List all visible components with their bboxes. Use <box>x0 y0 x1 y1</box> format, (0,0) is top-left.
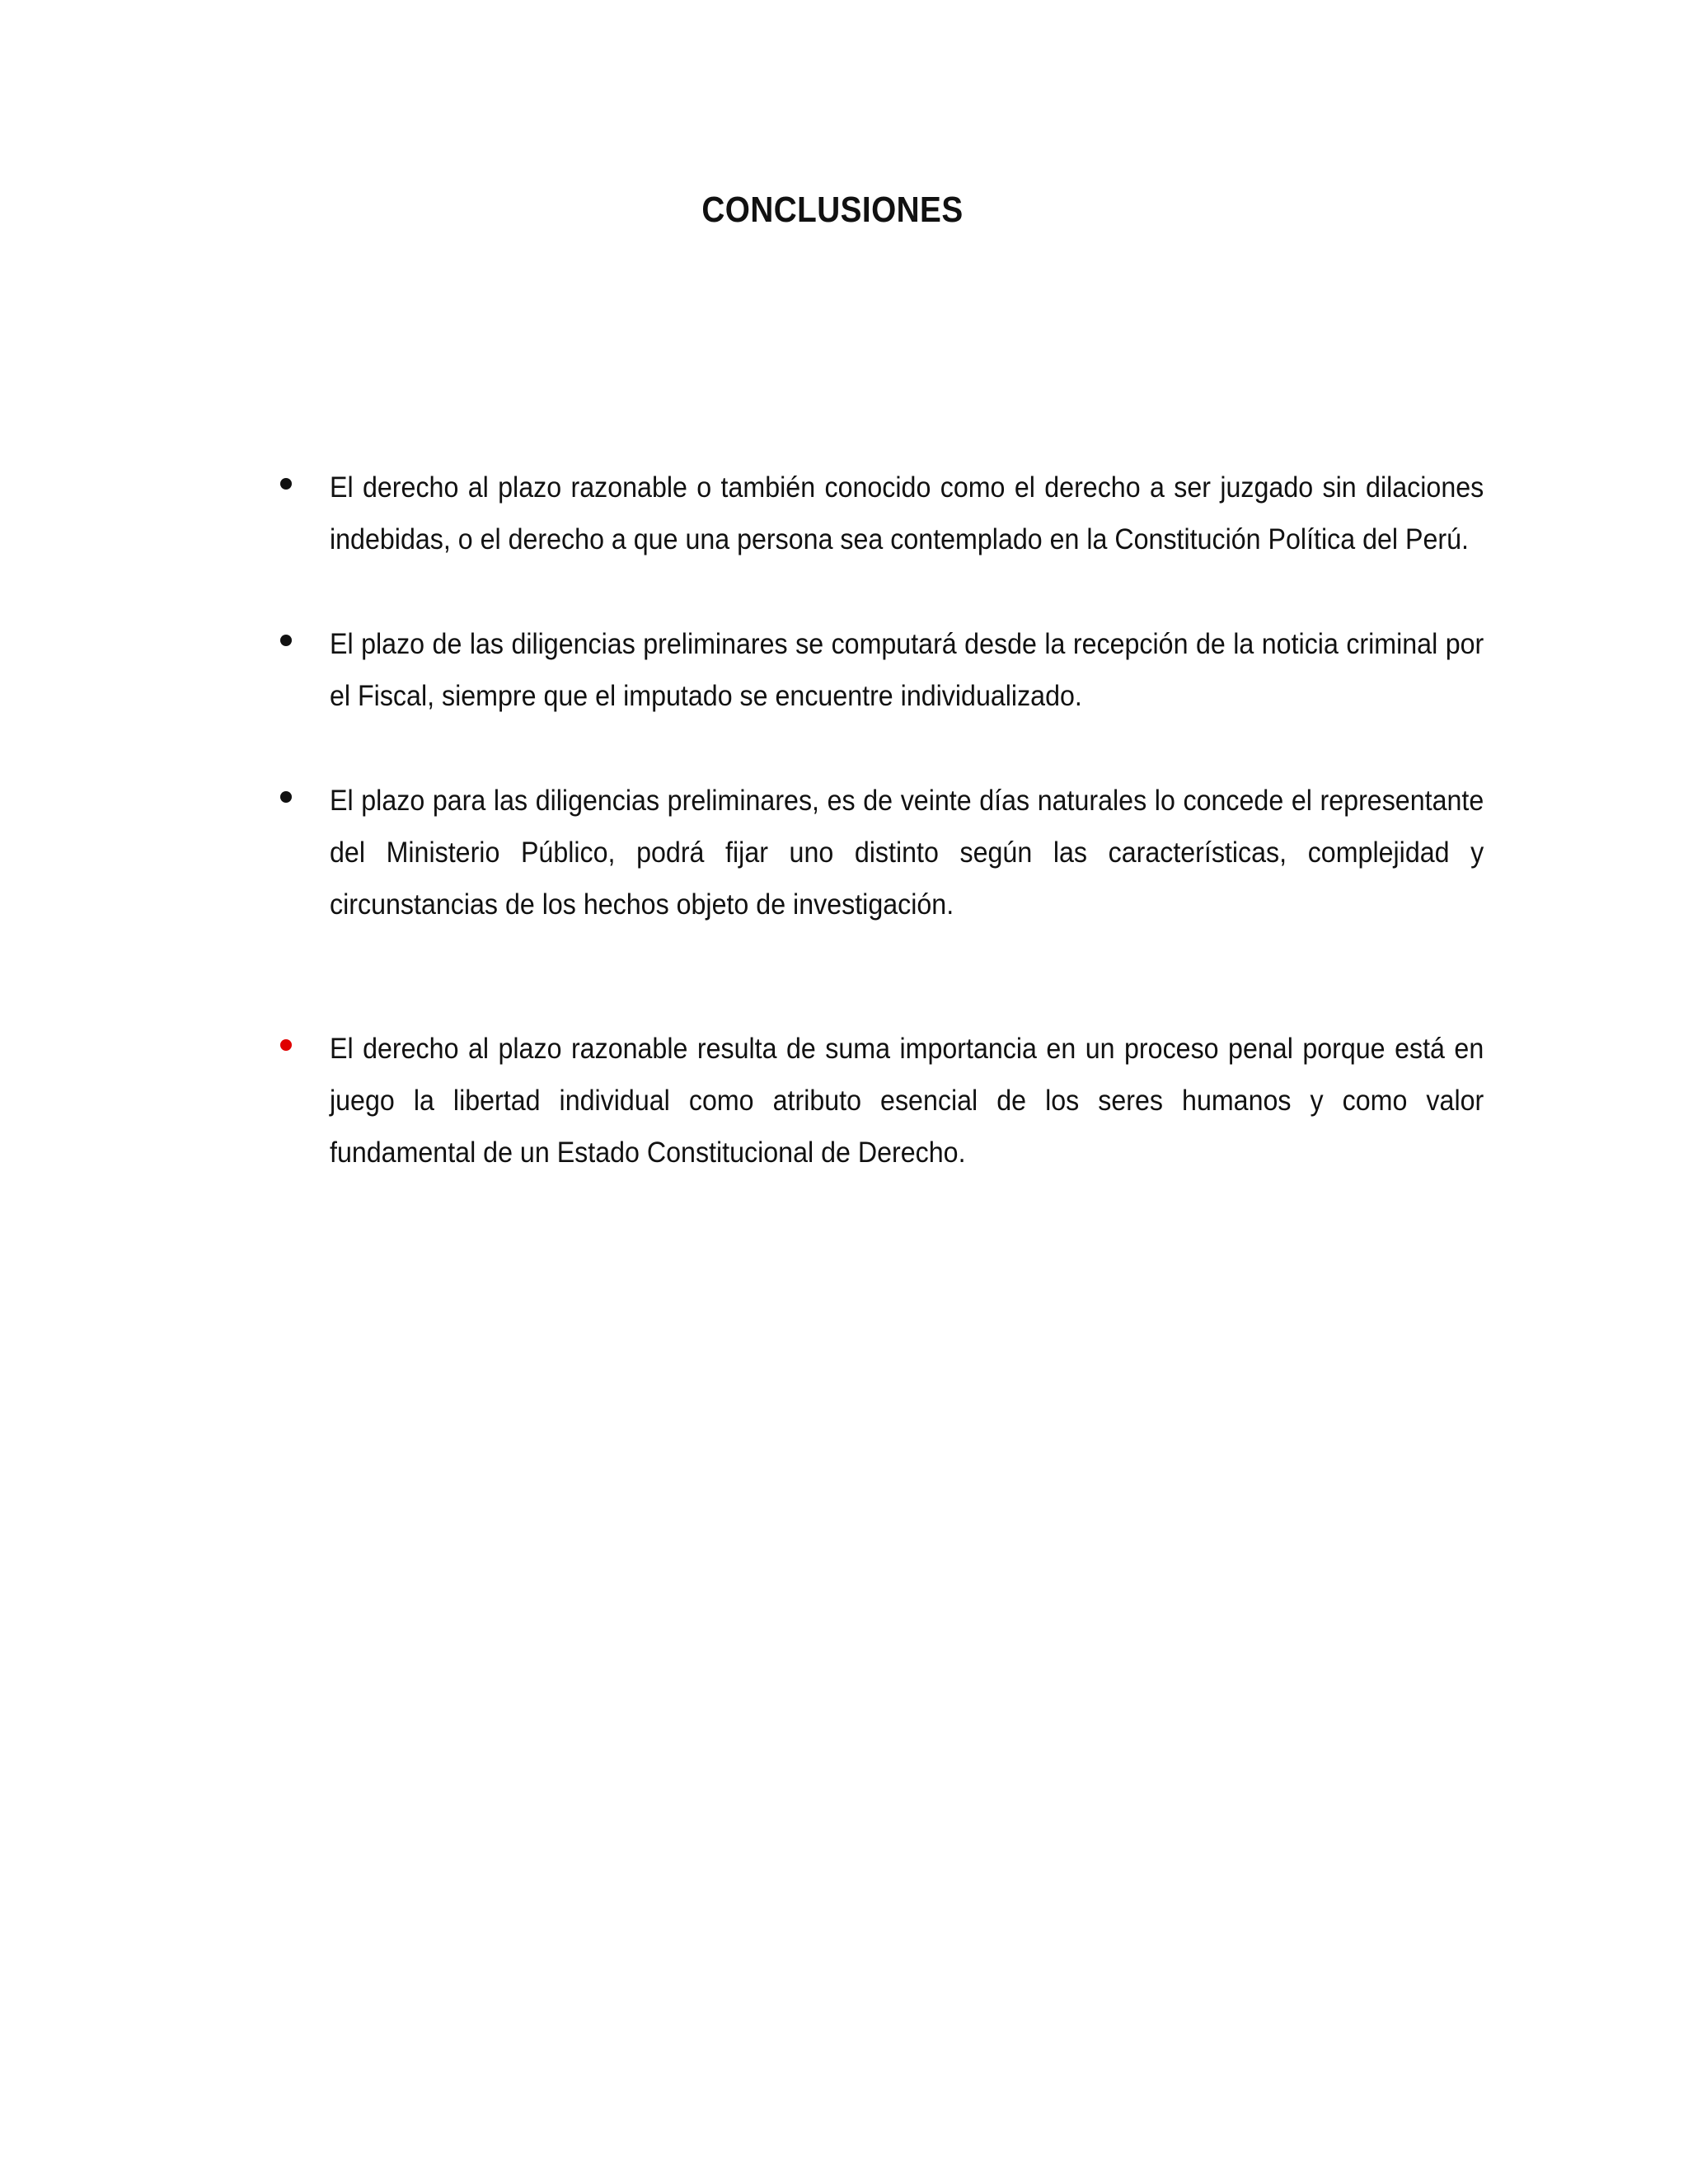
list-item-text: El plazo de las diligencias preliminares se computará desde la recepción de la noticia criminal por el Fiscal, siempre que el imputado se encuentre individualizado. <box>330 628 1484 712</box>
page-title: CONCLUSIONES <box>701 190 964 230</box>
list-item-text: El derecho al plazo razonable resulta de suma importancia en un proceso penal porque está en juego la libertad individual como atributo esencial de los seres humanos y como valor fundamental de un Estado Constitucional de Derecho. <box>330 1033 1484 1169</box>
list-item-text: El derecho al plazo razonable o también conocido como el derecho a ser juzgado sin dilaciones indebidas, o el derecho a que una persona sea contemplado en la Constitución Política del Perú. <box>330 471 1484 555</box>
list-item <box>280 618 1484 722</box>
bullet-icon <box>280 791 292 803</box>
bullet-icon <box>280 1039 292 1051</box>
list-item-text: El plazo para las diligencias preliminares, es de veinte días naturales lo concede el representante del Ministerio Público, podrá fijar uno distinto según las características, complejidad y circunstancias de los hechos objeto de investigación. <box>330 785 1484 921</box>
list-item <box>280 1023 1484 1179</box>
list-item <box>280 775 1484 930</box>
list-item <box>280 462 1484 565</box>
conclusions-list <box>280 462 1484 1231</box>
bullet-icon <box>280 478 292 490</box>
bullet-icon <box>280 635 292 646</box>
